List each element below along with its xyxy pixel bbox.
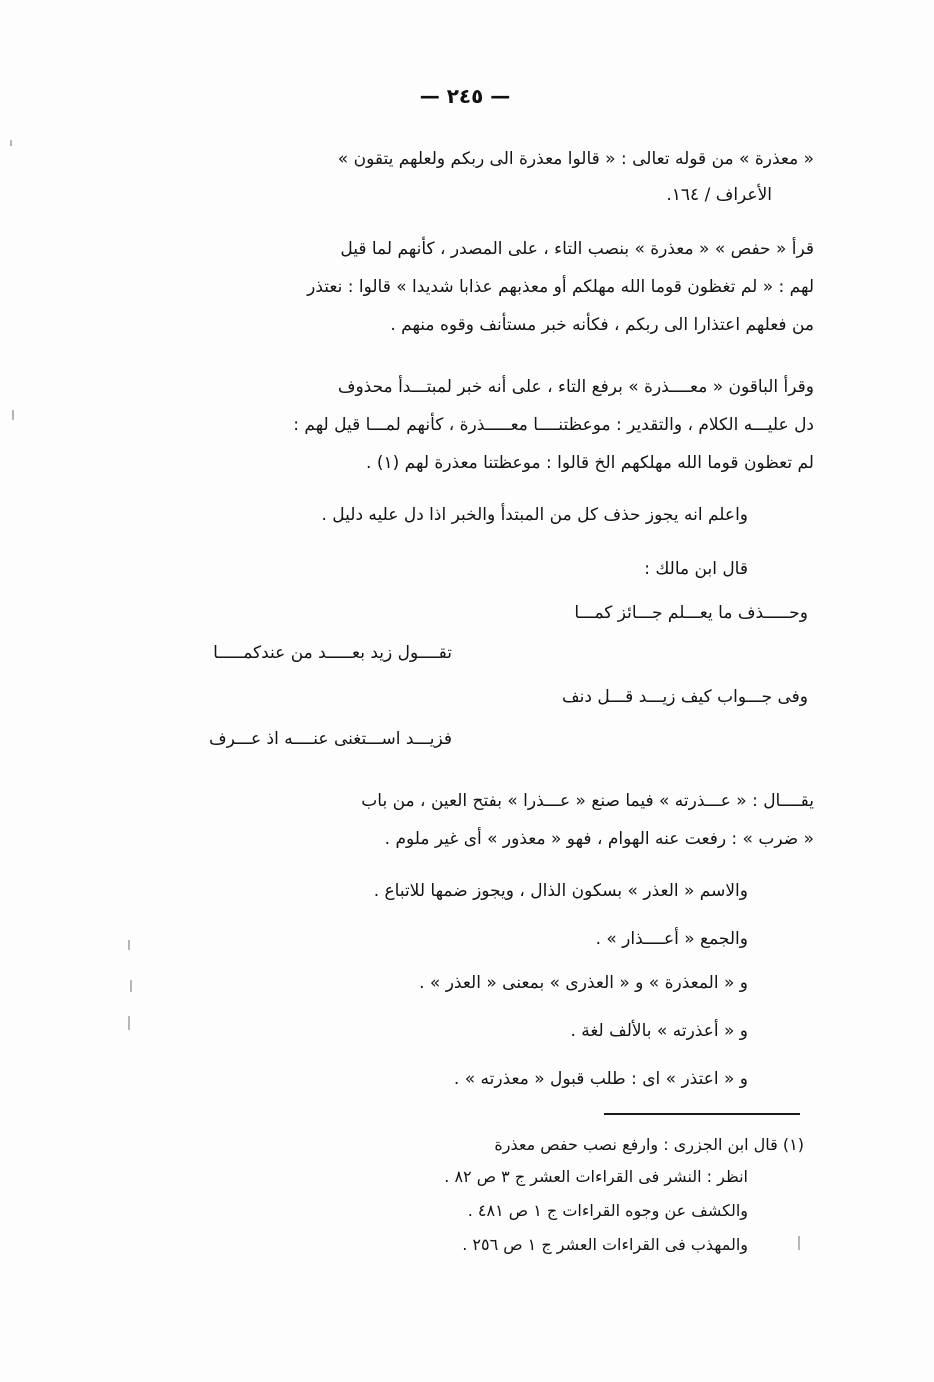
paragraph-1-line-2: الأعراف / ١٦٤. <box>666 185 772 205</box>
item-4: و « أعذرته » بالألف لغة . <box>570 1021 748 1041</box>
paragraph-2-line-1: قرأ « حفص » « معذرة » بنصب التاء ، على المصدر ، كأنهم لما قيل <box>340 239 814 259</box>
paragraph-2-line-3: من فعلهم اعتذارا الى ربكم ، فكأنه خبر مستأنف وقوه منهم . <box>390 315 814 335</box>
paragraph-3-line-1: وقرأ الباقون « معــــذرة » برفع التاء ، على أنه خبر لمبتـــدأ محذوف <box>337 377 814 397</box>
scan-speck <box>128 940 130 950</box>
scan-speck <box>130 980 132 992</box>
paragraph-5-line-1: يقــــال : « عـــذرته » فيما صنع « عـــذرا » بفتح العين ، من باب <box>361 791 814 811</box>
paragraph-5-line-2: « ضرب » : رفعت عنه الهوام ، فهو « معذور » أى غير ملوم . <box>384 829 814 849</box>
poem-verse-4: فزيـــد اســـتغنى عنــــه اذ عـــرف <box>209 729 452 749</box>
poem-verse-2: تقــــول زيد بعـــــد من عندكمـــــا <box>213 643 452 663</box>
scan-speck <box>128 1016 130 1030</box>
scan-speck <box>10 140 12 146</box>
poem-verse-3: وفى جـــواب كيف زيـــد قـــل دنف <box>562 687 808 707</box>
footnote-line-3: والكشف عن وجوه القراءات ج ١ ص ٤٨١ . <box>467 1201 748 1220</box>
footnote-line-1: (١) قال ابن الجزرى : وارفع نصب حفص معذرة <box>494 1135 804 1154</box>
poem-intro: قال ابن مالك : <box>644 559 748 579</box>
item-1: والاسم « العذر » بسكون الذال ، ويجوز ضمها للاتباع . <box>373 881 748 901</box>
item-3: و « المعذرة » و « العذرى » بمعنى « العذر » . <box>419 973 748 993</box>
page-number: — ٢٤٥ — <box>419 84 511 108</box>
paragraph-3-line-2: دل عليـــه الكلام ، والتقدير : موعظتنــــا معـــــذرة ، كأنهم لمـــا قيل لهم : <box>293 415 814 435</box>
paragraph-2-line-2: لهم : « لم تغظون قوما الله مهلكم أو معذبهم عذابا شديدا » قالوا : نعتذر <box>307 277 814 297</box>
paragraph-1-line-1: « معذرة » من قوله تعالى : « قالوا معذرة الى ربكم ولعلهم يتقون » <box>337 149 814 169</box>
item-5: و « اعتذر » اى : طلب قبول « معذرته » . <box>453 1069 748 1089</box>
paragraph-4: واعلم انه يجوز حذف كل من المبتدأ والخبر اذا دل عليه دليل . <box>321 505 748 525</box>
footnote-line-2: انظر : النشر فى القراءات العشر ج ٣ ص ٨٢ . <box>444 1167 748 1186</box>
paragraph-3-line-3: لم تعظون قوما الله مهلكهم الخ قالوا : موعظتنا معذرة لهم (١) . <box>366 453 814 473</box>
footnote-line-4: والمهذب فى القراءات العشر ج ١ ص ٢٥٦ . <box>462 1235 748 1254</box>
scan-speck <box>12 410 14 420</box>
poem-verse-1: وحـــــذف ما يعـــلم جـــائز كمـــا <box>574 603 808 623</box>
item-2: والجمع « أعــــذار » . <box>595 929 748 949</box>
footnote-separator <box>604 1113 800 1115</box>
scan-speck <box>798 1236 800 1250</box>
